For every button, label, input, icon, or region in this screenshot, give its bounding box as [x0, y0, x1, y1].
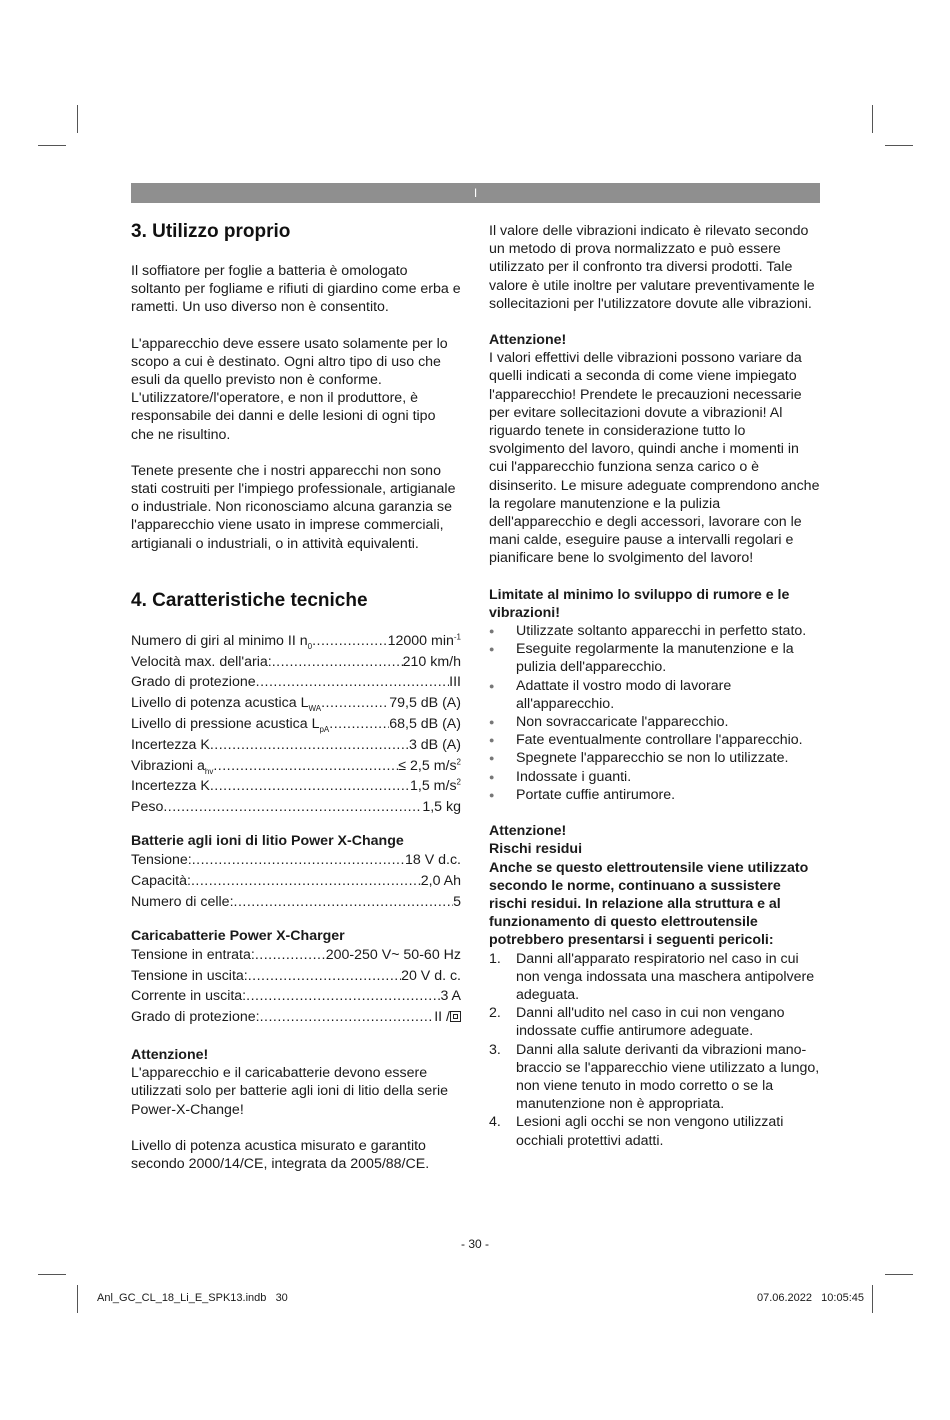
- crop-mark: [77, 1285, 78, 1313]
- spec-row: Tensione in uscita: ..... 20 V d. c.: [131, 966, 461, 987]
- left-column: [131, 218, 461, 1173]
- spec-row: Vibrazioni $a_{hv}$ ..... ≤ 2,5 $m/s^2$: [131, 756, 461, 777]
- limit-list: [489, 622, 820, 804]
- page-number: - 30 -: [460, 1237, 489, 1251]
- spec-row: Numero di giri al minimo II $n_0$ ..... 12000 $\min^{-1}$: [131, 631, 461, 652]
- double-insulation-icon: [450, 1011, 461, 1022]
- vibration-text: Il valore delle vibrazioni indicato è rilevato secondo un metodo di prova normalizzato e può essere utilizzato per il confronto tra diversi prodotti. Tale valore è utile inoltre per valutare preventivamente le sollecitazioni per l'utilizzatore dovute alle vibrazioni.: [489, 223, 815, 312]
- warning-text: L'apparecchio e il caricabatterie devono essere utilizzati solo per batterie agli ioni di litio della serie Power-X-Change!: [131, 1065, 449, 1118]
- spec-row: Corrente in uscita: ..... 3 A: [131, 986, 461, 1007]
- crop-mark: [885, 145, 913, 146]
- charger-title: Caricabatterie Power X-Charger: [131, 927, 345, 944]
- language-marker: I: [473, 186, 478, 200]
- spec-row: Incertezza K ..... 1,5 $m/s^2$: [131, 776, 461, 797]
- footer-date: 07.06.2022 10:05:45: [756, 1292, 864, 1304]
- crop-mark: [872, 105, 873, 133]
- spec-row: Capacità: ..... 2,0 Ah: [131, 871, 461, 892]
- crop-mark: [77, 105, 78, 133]
- list-item: ● Indossate i guanti.: [489, 768, 820, 786]
- limit-title: Limitate al minimo lo sviluppo di rumore e le vibrazioni!: [489, 586, 790, 621]
- list-item: ● Eseguite regolarmente la manutenzione e la pulizia dell'apparecchio.: [489, 640, 820, 676]
- warning-title: Attenzione!: [131, 1047, 209, 1063]
- residual-risks-list: [489, 950, 820, 1150]
- section-3-title: 3. Utilizzo proprio: [131, 221, 291, 242]
- spec-row: Tensione: ..... 18 V d.c.: [131, 850, 461, 871]
- spec-row: Grado di protezione: ..... II /: [131, 1007, 461, 1028]
- spec-row: Velocità max. dell'aria: ..... 210 km/h: [131, 652, 461, 673]
- spec-row: Tensione in entrata: ..... 200-250 V~ 50-60 Hz: [131, 945, 461, 966]
- spec-row: Incertezza K ..... 3 dB (A): [131, 735, 461, 756]
- footer-file: Anl_GC_CL_18_Li_E_SPK13.indb 30: [97, 1292, 288, 1304]
- section-3-paragraph-3: Tenete presente che i nostri apparecchi non sono stati costruiti per l'impiego professionale, artigianale o industriale. Non riconosciamo alcuna garanzia se l'apparecchio viene usato in imprese commerciali, artigianali o industriali, o in attività equivalenti.: [131, 462, 456, 552]
- list-item: 4. Lesioni agli occhi se non vengono utilizzati occhiali protettivi adatti.: [489, 1114, 784, 1149]
- spec-row: Grado di protezione ..... III: [131, 672, 461, 693]
- list-item: ● Utilizzate soltanto apparecchi in perfetto stato.: [489, 622, 820, 640]
- list-item: ● Adattate il vostro modo di lavorare all'apparecchio.: [489, 677, 820, 713]
- crop-mark: [885, 1274, 913, 1275]
- list-item: 3. Danni alla salute derivanti da vibrazioni mano-braccio se l'apparecchio viene utilizzato a lungo, non viene tenuto in modo corretto o se la manutenzione non è appropriata.: [489, 1041, 820, 1113]
- crop-mark: [38, 1274, 66, 1275]
- list-item: 2. Danni all'udito nel caso in cui non vengano indossate cuffie antirumore adeguate.: [489, 1005, 785, 1040]
- right-column: [489, 222, 820, 1150]
- residual-risks-title: Rischi residui: [489, 841, 583, 858]
- list-item: 1. Danni all'apparato respiratorio nel caso in cui non venga indossata una maschera antipolvere adeguata.: [489, 950, 815, 1003]
- noise-text: Livello di potenza acustica misurato e garantito secondo 2000/14/CE, integrata da 2005/88/CE.: [131, 1137, 430, 1173]
- list-item: ● Non sovraccaricate l'apparecchio.: [489, 713, 820, 731]
- list-item: ● Fate eventualmente controllare l'apparecchio.: [489, 731, 820, 749]
- spec-row: Livello di pressione acustica $L_{pA}$ ..... 68,5 dB (A): [131, 714, 461, 735]
- spec-row: Numero di celle: ..... 5: [131, 892, 461, 913]
- attention-2-title: Attenzione!: [489, 823, 567, 840]
- spec-list: [131, 631, 461, 818]
- attention-title: Attenzione!: [489, 332, 567, 349]
- section-3-paragraph-1: Il soffiatore per foglie a batteria è omologato soltanto per fogliame e rifiuti di giardino come erba e rametti. Un uso diverso non è consentito.: [131, 263, 461, 316]
- list-item: ● Portate cuffie antirumore.: [489, 786, 820, 804]
- crop-mark: [38, 145, 66, 146]
- language-header-bar: [131, 183, 820, 203]
- crop-mark: [872, 1285, 873, 1313]
- attention-text: I valori effettivi delle vibrazioni possono variare da quelli indicati a seconda di come viene impiegato l'apparecchio! Prendete le precauzioni necessarie per evitare sollecitazioni dovute a vibrazioni! Al riguardo tenete in considerazione tutto lo svolgimento del lavoro, quindi anche i momenti in cui l'apparecchio funziona senza carico o è disinserito. Le misure adeguate comprendono anche la regolare manutenzione e la pulizia dell'apparecchio e degli accessori, lavorare con le mani calde, eseguire pause a intervalli regolari e pianificare bene lo svolgimento del lavoro!: [489, 350, 820, 567]
- section-4-title: 4. Caratteristiche tecniche: [131, 589, 368, 611]
- residual-risks-intro: Anche se questo elettroutensile viene utilizzato secondo le norme, continuano a sussistere rischi residui. In relazione alla struttura e al funzionamento di questo elettroutensile potrebbero presentarsi i seguenti pericoli:: [489, 859, 809, 949]
- spec-row: Livello di potenza acustica $L_{WA}$ ..... 79,5 dB (A): [131, 693, 461, 714]
- battery-title: Batterie agli ioni di litio Power X-Change: [131, 833, 404, 850]
- section-3-paragraph-2: L'apparecchio deve essere usato solamente per lo scopo a cui è destinato. Ogni altro tipo di uso che esuli da quello previsto non è conforme. L'utilizzatore/l'operatore, e non il produttore, è responsabile dei danni e delle lesioni di ogni tipo che ne risultino.: [131, 335, 448, 443]
- list-item: ● Spegnete l'apparecchio se non lo utilizzate.: [489, 749, 820, 767]
- spec-row: Peso ..... 1,5 kg: [131, 797, 461, 818]
